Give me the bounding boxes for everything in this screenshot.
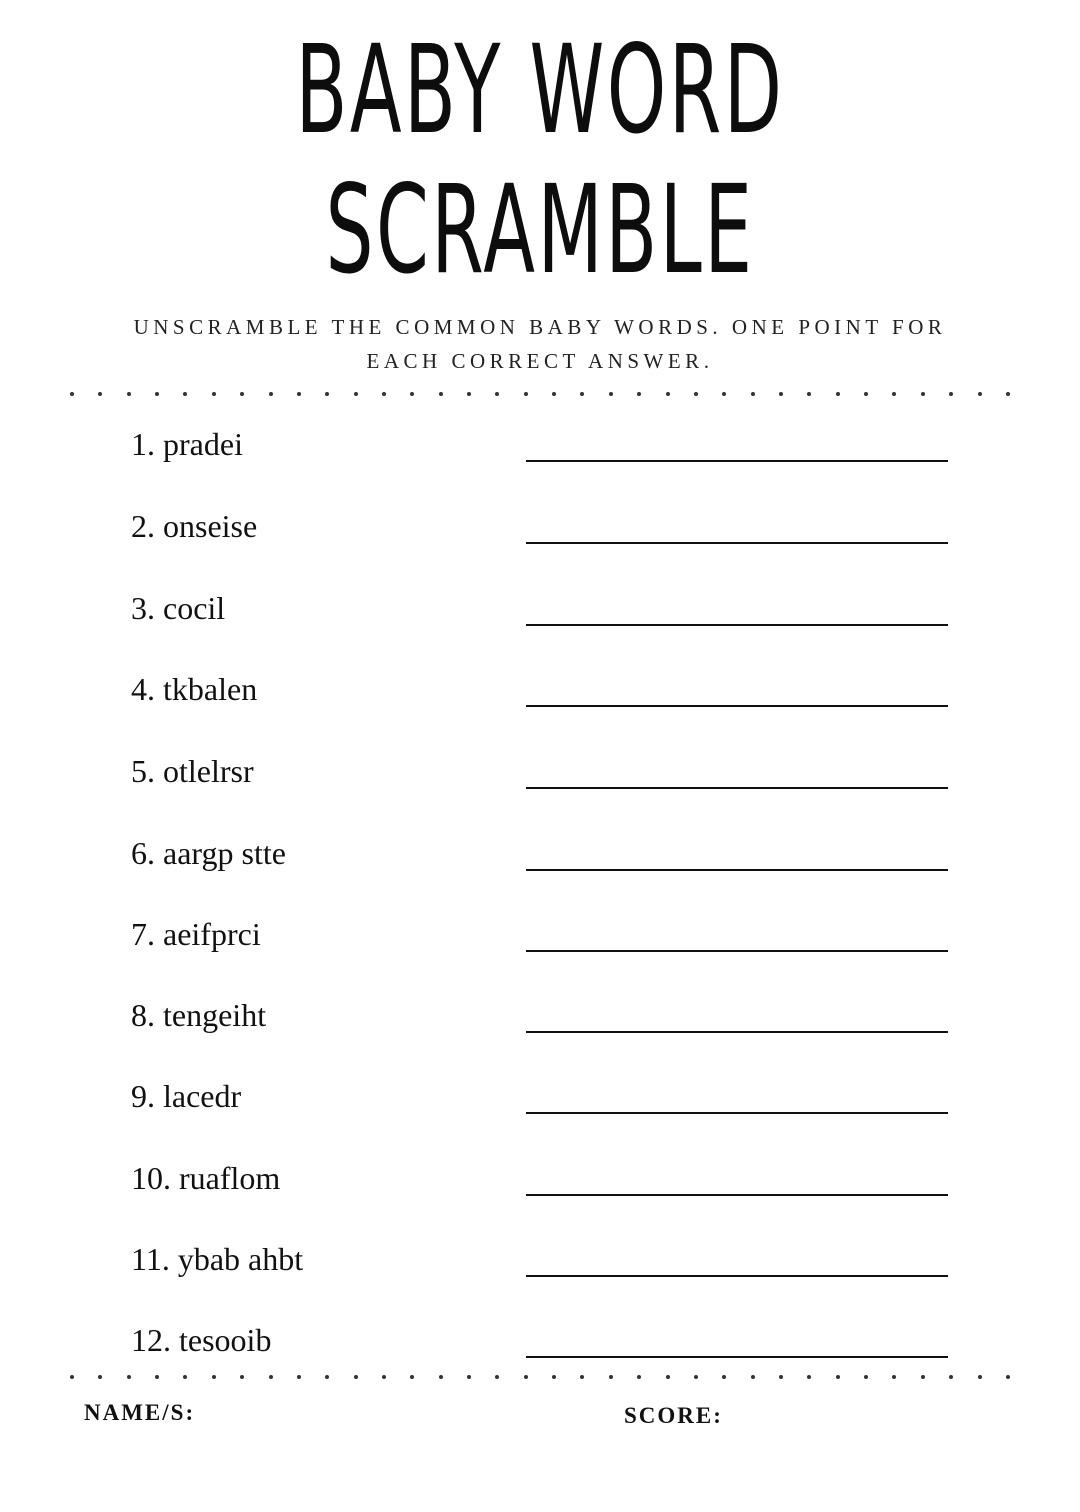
divider-dot [666,392,670,396]
list-item [0,586,1080,646]
divider-dot [325,1375,329,1379]
list-item [0,422,1080,482]
divider-dot [70,392,74,396]
list-item [0,667,1080,727]
divider-dot [609,1375,613,1379]
title-line-1: BABY WORD [295,19,785,161]
name-label: NAME/S: [84,1400,196,1425]
divider-dot [552,392,556,396]
divider-dot [949,1375,953,1379]
scrambled-word: 4. tkbalen [131,671,258,707]
divider-dot [155,1375,159,1379]
divider-dot [183,392,187,396]
title-line-2: SCRAMBLE [325,159,755,301]
divider-dot [183,1375,187,1379]
divider-dot [495,392,499,396]
dotted-divider-bottom [70,1374,1010,1380]
divider-dot [609,392,613,396]
divider-dot [807,392,811,396]
divider-dot [98,392,102,396]
answer-blank[interactable] [526,1194,948,1196]
answer-blank[interactable] [526,1356,948,1358]
scrambled-word: 11. ybab ahbt [131,1241,304,1277]
divider-dot [779,1375,783,1379]
divider-dot [70,1375,74,1379]
divider-dot [807,1375,811,1379]
answer-blank[interactable] [526,460,948,462]
divider-dot [694,392,698,396]
divider-dot [637,392,641,396]
divider-dot [949,392,953,396]
divider-dot [382,392,386,396]
divider-dot [127,392,131,396]
divider-dot [524,392,528,396]
divider-dot [467,1375,471,1379]
scrambled-word: 12. tesooib [131,1322,272,1358]
divider-dot [212,392,216,396]
divider-dot [779,392,783,396]
scrambled-word: 8. tengeiht [131,997,267,1033]
instructions-line-1: UNSCRAMBLE THE COMMON BABY WORDS. ONE POINT FOR [133,315,947,339]
divider-dot [722,1375,726,1379]
divider-dot [978,1375,982,1379]
scrambled-word: 1. pradei [131,426,243,462]
list-item [0,1074,1080,1134]
divider-dot [382,1375,386,1379]
divider-dot [354,1375,358,1379]
divider-dot [751,392,755,396]
answer-blank[interactable] [526,787,948,789]
divider-dot [1006,392,1010,396]
divider-dot [864,1375,868,1379]
answer-blank[interactable] [526,950,948,952]
divider-dot [240,1375,244,1379]
divider-dot [269,392,273,396]
scrambled-word: 9. lacedr [131,1078,242,1114]
scrambled-word: 6. aargp stte [131,835,286,871]
divider-dot [552,1375,556,1379]
divider-dot [297,1375,301,1379]
divider-dot [212,1375,216,1379]
divider-dot [495,1375,499,1379]
divider-dot [325,392,329,396]
score-label: SCORE: [624,1403,723,1428]
divider-dot [978,392,982,396]
divider-dot [269,1375,273,1379]
list-item [0,993,1080,1053]
list-item [0,1318,1080,1378]
divider-dot [297,392,301,396]
list-item [0,912,1080,972]
divider-dot [864,392,868,396]
divider-dot [155,392,159,396]
divider-dot [580,1375,584,1379]
divider-dot [921,392,925,396]
divider-dot [892,392,896,396]
instructions-line-2: EACH CORRECT ANSWER. [366,349,714,373]
scrambled-word: 2. onseise [131,508,258,544]
scrambled-word: 3. cocil [131,590,226,626]
answer-blank[interactable] [526,705,948,707]
divider-dot [439,1375,443,1379]
divider-dot [694,1375,698,1379]
divider-dot [637,1375,641,1379]
list-item [0,831,1080,891]
answer-blank[interactable] [526,1275,948,1277]
divider-dot [722,392,726,396]
answer-blank[interactable] [526,624,948,626]
divider-dot [98,1375,102,1379]
divider-dot [1006,1375,1010,1379]
divider-dot [666,1375,670,1379]
scrambled-word: 5. otlelrsr [131,753,254,789]
list-item [0,1237,1080,1297]
scrambled-word: 7. aeifprci [131,916,261,952]
list-item [0,504,1080,564]
answer-blank[interactable] [526,542,948,544]
instructions [90,310,990,378]
answer-blank[interactable] [526,869,948,871]
dotted-divider-top [70,391,1010,397]
list-item [0,749,1080,809]
answer-blank[interactable] [526,1112,948,1114]
divider-dot [836,1375,840,1379]
divider-dot [524,1375,528,1379]
divider-dot [127,1375,131,1379]
divider-dot [580,392,584,396]
answer-blank[interactable] [526,1031,948,1033]
divider-dot [410,1375,414,1379]
divider-dot [410,392,414,396]
scrambled-word: 10. ruaflom [131,1160,281,1196]
list-item [0,1156,1080,1216]
divider-dot [467,392,471,396]
divider-dot [921,1375,925,1379]
divider-dot [439,392,443,396]
divider-dot [751,1375,755,1379]
divider-dot [836,392,840,396]
divider-dot [892,1375,896,1379]
divider-dot [354,392,358,396]
divider-dot [240,392,244,396]
